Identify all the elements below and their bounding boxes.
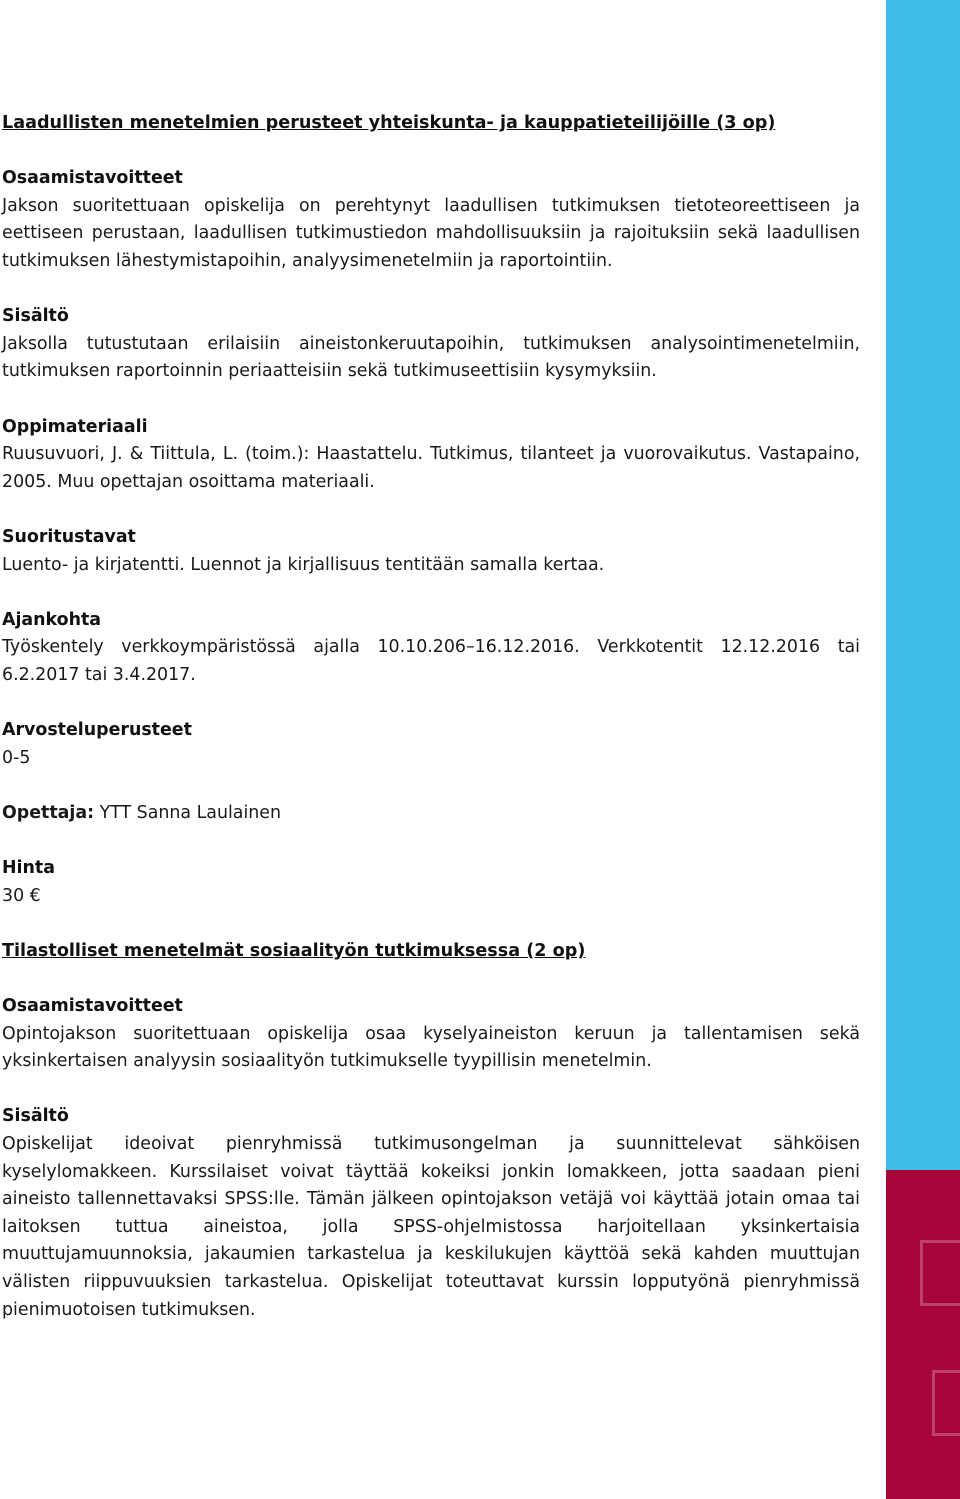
price-label: Hinta <box>2 858 55 879</box>
section-suoritustavat <box>2 524 860 579</box>
teacher-label: Opettaja: <box>2 802 95 823</box>
section-hinta <box>2 855 860 910</box>
section-arvosteluperusteet <box>2 717 860 772</box>
sidebar-blue-band <box>886 0 960 1170</box>
section-text: Työskentely verkkoympäristössä ajalla 10.10.206–16.12.2016. Verkkotentit 12.12.2016 tai 6.2.2017 tai 3.4.2017. <box>2 637 860 685</box>
teacher-line <box>2 800 860 828</box>
section-text: Luento- ja kirjatentti. Luennot ja kirjallisuus tentitään samalla kertaa. <box>2 554 605 575</box>
sidebar-red-band <box>886 1170 960 1499</box>
section-ajankohta <box>2 607 860 690</box>
sidebar-outline-square <box>920 1240 960 1306</box>
section-text: Jaksolla tutustutaan erilaisiin aineistonkeruutapoihin, tutkimuksen analysointimenetelmiin, tutkimuksen raportoinnin periaatteisiin sekä tutkimuseettisiin kysymyksiin. <box>2 333 860 382</box>
teacher-name: YTT Sanna Laulainen <box>99 802 282 823</box>
section-label: Osaamistavoitteet <box>2 168 183 189</box>
section-label: Osaamistavoitteet <box>2 996 183 1016</box>
document-content <box>2 110 860 1352</box>
section-label: Sisältö <box>2 306 69 327</box>
section-osaamistavoitteet <box>2 993 860 1076</box>
course-2 <box>2 938 860 1324</box>
sidebar-outline-square <box>932 1370 960 1436</box>
section-osaamistavoitteet <box>2 165 860 275</box>
section-text: 0-5 <box>2 747 31 768</box>
section-sisalto <box>2 1103 860 1324</box>
section-oppimateriaali <box>2 414 860 497</box>
section-text: Jakson suoritettuaan opiskelija on perehtynyt laadullisen tutkimuksen tietoteoreettiseen ja eettiseen perustaan, laadullisen tutkimustiedon mahdollisuuksiin ja rajoituksiin sekä laadullisen tutkimuksen lähestymistapoihin, analyysimenetelmiin ja raportointiin. <box>2 195 860 271</box>
section-label: Sisältö <box>2 1106 69 1127</box>
decorative-sidebar <box>886 0 960 1499</box>
section-label: Suoritustavat <box>2 526 136 547</box>
price-value: 30 € <box>2 885 41 906</box>
course-1 <box>2 110 860 910</box>
section-text: Opintojakson suoritettuaan opiskelija osaa kyselyaineiston keruun ja tallentamisen sekä yksinkertaisen analyysin sosiaalityön tutkimukselle tyypillisin menetelmin. <box>2 1023 860 1072</box>
course-title: Tilastolliset menetelmät sosiaalityön tutkimuksessa (2 op) <box>2 940 586 961</box>
section-text: Ruusuvuori, J. & Tiittula, L. (toim.): Haastattelu. Tutkimus, tilanteet ja vuorovaikutus. Vastapaino, 2005. Muu opettajan osoittama materiaali. <box>2 444 860 492</box>
section-sisalto <box>2 303 860 386</box>
section-text: Opiskelijat ideoivat pienryhmissä tutkimusongelman ja suunnittelevat sähköisen kyselylomakkeen. Kurssilaiset voivat täyttää kokeiksi jonkin lomakkeen, jotta saadaan pieni aineisto tallennettavaksi SPSS:lle. Tämän jälkeen opintojakson vetäjä voi käyttää jotain omaa tai laitoksen tuttua aineistoa, jolla SPSS-ohjelmistossa harjoitellaan yksinkertaisia muuttujamuunnoksia, jakaumien tarkastelua ja keskilukujen käyttöä sekä kahden muuttujan välisten riippuvuuksien tarkastelua. Opiskelijat toteuttavat kurssin lopputyönä pienryhmissä pienimuotoisen tutkimuksen. <box>2 1133 860 1320</box>
section-label: Oppimateriaali <box>2 416 148 437</box>
section-label: Ajankohta <box>2 609 102 630</box>
course-title: Laadullisten menetelmien perusteet yhteiskunta- ja kauppatieteilijöille (3 op) <box>2 113 776 133</box>
section-label: Arvosteluperusteet <box>2 720 192 741</box>
